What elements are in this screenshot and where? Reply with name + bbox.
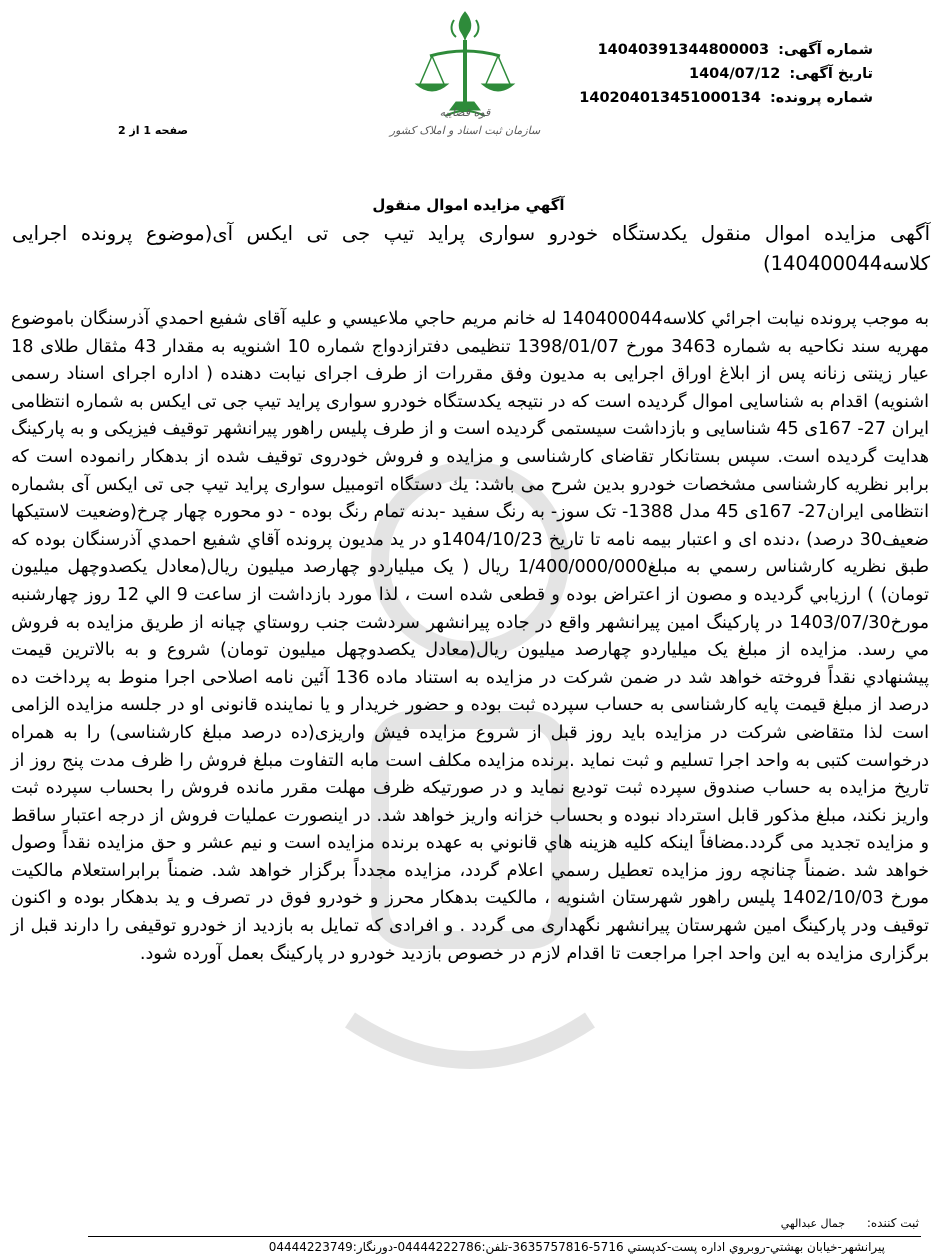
document-subtitle: آگهی مزایده اموال منقول یکدستگاه خودرو سواری پراید تیپ جی تی ایکس آی(موضوع پرونده اجرایی کلاسه140400044) [12,222,930,275]
ad-number-value: 14040391344800003 [597,42,770,58]
document-body: به موجب پرونده نيابت اجرائي كلاسه140400044 له خانم مريم حاجي ملاعيسي و عليه آقاى شفيع احمدي آذرسنگان باموضوع مهریه سند نكاحيه به شماره 3463 مورخ 1398/01/07 تنظیمی دفترازدواج شماره 10 اشنویه به مقدار 43 مثقال طلای 18 عیار زینتی زنانه پس از ابلاغ اوراق اجرایی به مدیون وفق مقررات از طرف اجرای نیابت دهنده ( اداره اجرای اسناد رسمی اشنویه) اقدام به شناسایی اموال گردیده است که در نتیجه یکدستگاه خودرو سواری پراید تیپ جی تی ایکس به شماره انتظامی ایران 27- 167ی 45 شناسایی و بازداشت سیستمی گردیده است و از طرف پلیس راهور پیرانشهر توقیف فیزیکی و به پارکینگ هدایت گردیده است. سپس بستانکار تقاضای کارشناسی و مزایده و فروش خودروی توقیف شده از بدهکار رانموده است که برابر نظریه کارشناسی مشخصات خودرو بدین شرح می باشد: یك دستگاه اتومبیل سواری پراید تیپ جی تی ایکس آی بشماره انتظامی ایران27- 167ی 45 مدل 1388- تک سوز- به رنگ سفید -بدنه تمام رنگ بوده - دو محوره چهار چرخ(وضعیت لاستیکها ضعیف30 درصد) ،دنده ای و اعتبار بیمه نامه تا تاریخ 1404/10/23و در يد مديون پرونده آقاي شفيع احمدي آذرسنگان بوده كه طبق نظریه كارشناس رسمي به مبلغ1/400/000/000 ریال ( یک میلیاردو چهارصد میلیون ریال(معادل یکصدوچهل میلیون تومان) ) ارزيابي گردیده و مصون از اعتراض بوده و قطعی شده است ، لذا مورد بازداشت از ساعت 9 الي 12 روز چهارشنبه مورخ1403/07/30 در پارکینگ امین پیرانشهر واقع در جاده پیرانشهر سردشت جنب روستاي چیانه از طريق مزايده به فروش مي رسد. مزایده از مبلغ یک میلیاردو چهارصد میلیون ریال(معادل یکصدوچهل میلیون تومان) شروع و به بالاترين قيمت پيشنهادي نقداً فروخته خواهد شد در ضمن شرکت در مزایده به استناد ماده 136 آئین نامه اصلاحی اجرا منوط به پرداخت ده درصد از مبلغ قیمت پایه کارشناسی به حساب سپرده ثبت بوده و حضور خریدار و یا نماینده قانونی او در جلسه مزایده الزامی است لذا متقاضی شرکت در مزایده باید روز قبل از شروع مزایده فیش واریزی(ده درصد مبلغ کارشناسی) را به همراه درخواست کتبی به واحد اجرا تسلیم و ثبت نماید .برنده مزایده مکلف است مابه التفاوت مبلغ فروش را ظرف مدت پنج روز از تاریخ مزایده به حساب صندوق سپرده ثبت تودیع نماید و در صورتیکه ظرف مهلت مقرر مانده فروش را بحساب سپرده ثبت واریز نکند، مبلغ مذکور قابل استرداد نبوده و بحساب خزانه واریز خواهد شد. در اینصورت عملیات فروش از درجه اعتبار ساقط و مزایده تجدید می گردد.مضافاً اینکه کليه هزينه هاي قانوني به عهده برنده مزايده است و نيم عشر و حق مزايده نقداً وصول خواهد شد .ضمناً چنانچه روز مزايده تعطيل رسمي اعلام گردد، مزايده مجدداً برگزار خواهد شد. ضمناً برابراستعلام مالکیت مورخ 1402/10/03 پلیس راهور شهرستان اشنویه ، مالکیت بدهکار محرز و خودرو فوق در تصرف و ید بدهکار بوده و اکنون توقیف ودر پارکینگ امین شهرستان پیرانشهر نگهداری می گردد . و افرادی که تمایل به بازدید از خودرو توقیفی را دارند قبل از برگزاری مزایده به این واحد اجرا مراجعت تا اقدام لازم در خصوص بازدید خودرو در پارکینگ بعمل آورده شود. [11,309,929,964]
emblem-caption [385,104,545,140]
page-number: صفحه 1 از 2 [117,124,188,137]
footer-divider [88,1236,921,1237]
ad-date-label: تاریخ آگهی: [789,66,873,82]
registrar-name: جمال عبدالهي [780,1217,846,1230]
document-title: آگهي مزايده اموال منقول [372,196,565,214]
case-number-value: 140204013451000134 [579,90,761,106]
ad-number-label: شماره آگهی: [778,42,873,58]
ad-date-value: 1404/07/12 [689,66,781,82]
footer-address: پيرانشهر-خيابان بهشتي-روبروي اداره پست-كدپستي 5716-3635757816-تلفن:04444222786-دورنگار:04444223749 [268,1240,885,1254]
registrar-label: ثبت کننده: [866,1216,919,1230]
ad-number-row [573,38,873,62]
emblem-caption-line1: قوه قضاییه [439,106,491,119]
case-number-row [573,86,873,110]
registrar-row [519,1216,919,1230]
case-number-label: شماره پرونده: [769,90,873,106]
ad-date-row [573,62,873,86]
emblem-caption-line2: سازمان ثبت اسناد و املاک کشور [389,124,541,137]
ad-meta-block [573,38,873,110]
